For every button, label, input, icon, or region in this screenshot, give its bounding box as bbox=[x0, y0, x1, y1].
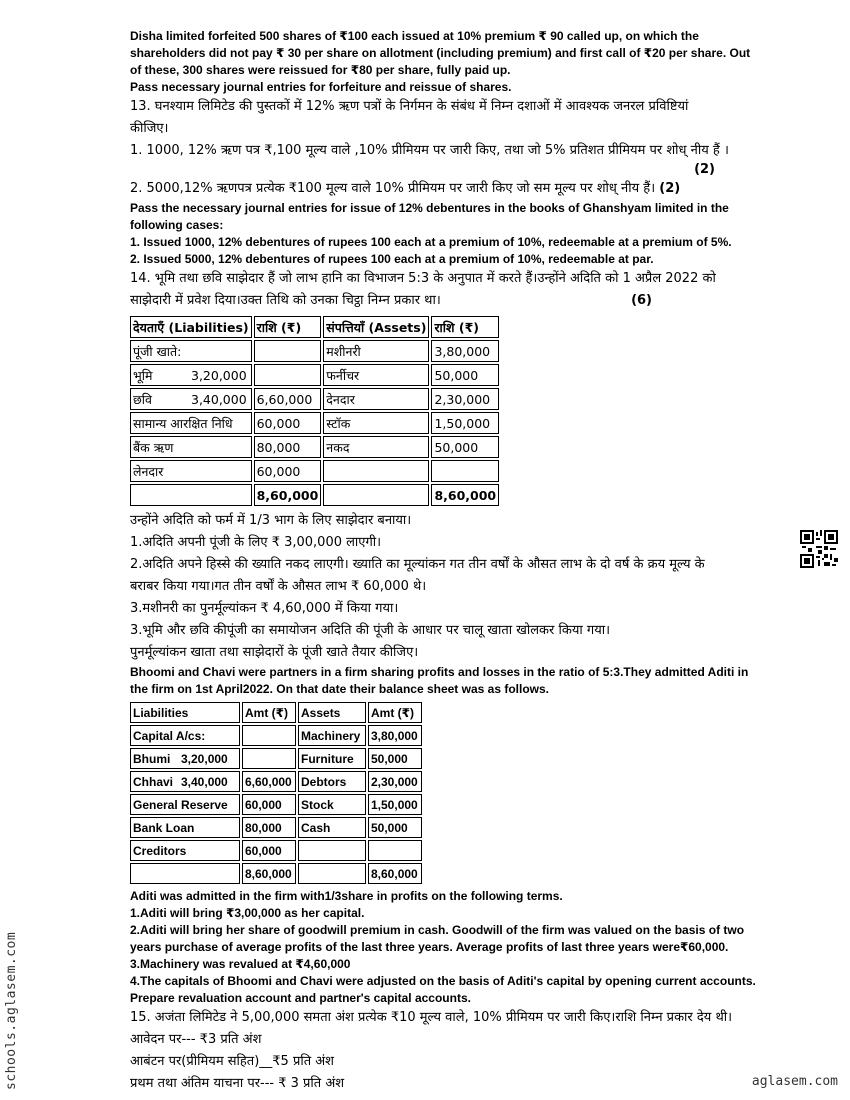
liability-cell bbox=[130, 863, 240, 884]
amount-cell: 1,50,000 bbox=[431, 412, 499, 434]
asset-cell: देनदार bbox=[323, 388, 429, 410]
q13-line: 1. 1000, 12% ऋण पत्र ₹,100 मूल्य वाले ,10% प्रीमियम पर जारी किए, तथा जो 5% प्रतिशत प्रीमियम पर शोध् नीय हैं । bbox=[130, 143, 729, 158]
table-row bbox=[130, 771, 422, 792]
q13-en-line: Pass the necessary journal entries for issue of 12% debentures in the books of Ghanshyam limited in the bbox=[130, 201, 729, 215]
q14-term: 3.मशीनरी का पुनर्मूल्यांकन ₹ 4,60,000 में किया गया। bbox=[130, 601, 399, 616]
cell-text: सामान्य आरक्षित निधि bbox=[133, 415, 233, 431]
liability-cell bbox=[130, 388, 252, 410]
total-cell: 8,60,000 bbox=[254, 484, 322, 506]
asset-cell: Cash bbox=[298, 817, 366, 838]
liability-cell bbox=[130, 771, 240, 792]
total-cell: 8,60,000 bbox=[242, 863, 296, 884]
asset-cell: नकद bbox=[323, 436, 429, 458]
q14-term: बराबर किया गया।गत तीन वर्षों के औसत लाभ ₹ 60,000 थे। bbox=[130, 579, 427, 594]
liability-cell bbox=[130, 794, 240, 815]
table-row bbox=[130, 748, 422, 769]
liability-cell bbox=[130, 484, 252, 506]
q13-mark: (2) bbox=[694, 162, 715, 177]
table-total-row bbox=[130, 484, 499, 506]
q12-line: shareholders did not pay ₹ 30 per share on allotment (including premium) and first call of ₹20 per share. Out bbox=[130, 46, 751, 60]
q14-line bbox=[130, 290, 780, 312]
table-row bbox=[130, 460, 499, 482]
q14-hindi-intro bbox=[130, 268, 780, 312]
q14-en-term: Prepare revaluation account and partner's capital accounts. bbox=[130, 991, 471, 1005]
cell-text: बैंक ऋण bbox=[133, 439, 174, 455]
cell-text: लेनदार bbox=[133, 463, 164, 479]
table-row bbox=[130, 412, 499, 434]
q13-line-text: 2. 5000,12% ऋणपत्र प्रत्येक ₹100 मूल्य वाले 10% प्रीमियम पर जारी किए जो सम मूल्य पर शोध् नीय हैं। bbox=[130, 181, 656, 196]
table-row bbox=[130, 340, 499, 362]
asset-cell: फर्नीचर bbox=[323, 364, 429, 386]
header-cell: देयताएँ (Liabilities) bbox=[130, 316, 252, 338]
asset-cell: Furniture bbox=[298, 748, 366, 769]
q14-en-term: 1.Aditi will bring ₹3,00,000 as her capital. bbox=[130, 906, 365, 920]
cell-text: Creditors bbox=[133, 843, 187, 858]
q15-line: आवेदन पर--- ₹3 प्रति अंश bbox=[130, 1032, 262, 1047]
total-cell: 8,60,000 bbox=[368, 863, 422, 884]
q14-term: 1.अदिति अपनी पूंजी के लिए ₹ 3,00,000 लाएगी। bbox=[130, 535, 382, 550]
qr-code-icon bbox=[800, 530, 838, 568]
asset-cell: Machinery bbox=[298, 725, 366, 746]
cell-text: 3,40,000 bbox=[181, 774, 228, 789]
q12-line: of these, 300 shares were reissued for ₹80 per share, fully paid up. bbox=[130, 63, 511, 77]
q14-en-term: years purchase of average profits of the last three years. Average profits of last three years were₹60,000. bbox=[130, 940, 729, 954]
amount-cell bbox=[254, 364, 322, 386]
amount-cell bbox=[431, 460, 499, 482]
q14-en-term: 2.Aditi will bring her share of goodwill premium in cash. Goodwill of the firm was valued on the basis of two bbox=[130, 923, 745, 937]
header-cell: Amt (₹) bbox=[242, 702, 296, 723]
amount-cell: 60,000 bbox=[254, 412, 322, 434]
q14-term: 3.भूमि और छवि कीपूंजी का समायोजन अदिति की पूंजी के आधार पर चालू खाता खोलकर किया गया। bbox=[130, 623, 611, 638]
q13-hindi bbox=[130, 96, 780, 200]
amount-cell: 2,30,000 bbox=[368, 771, 422, 792]
bottom-watermark: aglasem.com bbox=[751, 1074, 838, 1089]
table-row bbox=[130, 388, 499, 410]
total-cell: 8,60,000 bbox=[431, 484, 499, 506]
q14-en-line: Bhoomi and Chavi were partners in a firm sharing profits and losses in the ratio of 5:3.They admitted Aditi in bbox=[130, 665, 749, 679]
amount-cell bbox=[368, 840, 422, 861]
q14-marks: (6) bbox=[631, 293, 652, 308]
amount-cell: 50,000 bbox=[368, 817, 422, 838]
amount-cell: 50,000 bbox=[431, 436, 499, 458]
q13-english bbox=[130, 200, 780, 268]
cell-text: भूमि bbox=[133, 367, 153, 383]
amount-cell: 6,60,000 bbox=[254, 388, 322, 410]
amount-cell: 3,80,000 bbox=[431, 340, 499, 362]
q14-term: उन्होंने अदिति को फर्म में 1/3 भाग के लिए साझेदार बनाया। bbox=[130, 513, 412, 528]
q14-en-term: Aditi was admitted in the firm with1/3share in profits on the following terms. bbox=[130, 889, 563, 903]
liability-cell bbox=[130, 460, 252, 482]
q12-line: Pass necessary journal entries for forfeiture and reissue of shares. bbox=[130, 80, 512, 94]
table-row bbox=[130, 817, 422, 838]
amount-cell bbox=[254, 340, 322, 362]
liability-cell bbox=[130, 748, 240, 769]
table-header-row bbox=[130, 316, 499, 338]
cell-text: छवि bbox=[133, 391, 152, 407]
header-cell: Liabilities bbox=[130, 702, 240, 723]
header-cell: Amt (₹) bbox=[368, 702, 422, 723]
table-row bbox=[130, 364, 499, 386]
q14-english-intro bbox=[130, 664, 780, 698]
cell-text: Bhumi bbox=[133, 751, 171, 766]
q13-mark: (2) bbox=[659, 181, 681, 196]
q14-hindi-terms bbox=[130, 510, 780, 664]
table-row bbox=[130, 725, 422, 746]
q15-line: प्रथम तथा अंतिम याचना पर--- ₹ 3 प्रति अंश bbox=[130, 1076, 345, 1091]
table-row bbox=[130, 840, 422, 861]
q15-hindi bbox=[130, 1007, 780, 1095]
q14-english-terms bbox=[130, 888, 780, 1007]
table-total-row bbox=[130, 863, 422, 884]
liability-cell bbox=[130, 364, 252, 386]
asset-cell: स्टॉक bbox=[323, 412, 429, 434]
header-cell: Assets bbox=[298, 702, 366, 723]
amount-cell bbox=[242, 748, 296, 769]
liability-cell bbox=[130, 340, 252, 362]
asset-cell: मशीनरी bbox=[323, 340, 429, 362]
side-watermark: schools.aglasem.com bbox=[4, 931, 19, 1090]
cell-text: 3,40,000 bbox=[191, 391, 247, 407]
cell-text: Chhavi bbox=[133, 774, 174, 789]
header-cell: संपत्तियाँ (Assets) bbox=[323, 316, 429, 338]
q15-line: 15. अजंता लिमिटेड ने 5,00,000 समता अंश प्रत्येक ₹10 मूल्य वाले, 10% प्रीमियम पर जारी किए।राशि निम्न प्रकार देय थी। bbox=[130, 1010, 733, 1025]
liability-cell bbox=[130, 412, 252, 434]
q14-en-line: the firm on 1st April2022. On that date their balance sheet was as follows. bbox=[130, 682, 550, 696]
liability-cell bbox=[130, 436, 252, 458]
q13-en-line: 1. Issued 1000, 12% debentures of rupees 100 each at a premium of 10%, redeemable at a premium of 5%. bbox=[130, 235, 732, 249]
table-header-row bbox=[130, 702, 422, 723]
amount-cell: 60,000 bbox=[242, 840, 296, 861]
cell-text: 3,20,000 bbox=[181, 751, 228, 766]
q13-en-line: 2. Issued 5000, 12% debentures of rupees 100 each at a premium of 10%, redeemable at par. bbox=[130, 252, 654, 266]
cell-text: Capital A/cs: bbox=[133, 728, 206, 743]
q13-line bbox=[130, 178, 780, 200]
q14-line-text: साझेदारी में प्रवेश दिया।उक्त तिथि को उनका चिट्ठा निम्न प्रकार था। bbox=[130, 293, 441, 308]
cell-text: पूंजी खाते: bbox=[133, 343, 182, 359]
amount-cell: 50,000 bbox=[431, 364, 499, 386]
cell-text: 3,20,000 bbox=[191, 367, 247, 383]
amount-cell: 50,000 bbox=[368, 748, 422, 769]
q14-en-term: 3.Machinery was revalued at ₹4,60,000 bbox=[130, 957, 351, 971]
document-body bbox=[130, 28, 780, 1095]
asset-cell bbox=[323, 460, 429, 482]
amount-cell: 2,30,000 bbox=[431, 388, 499, 410]
q12-line: Disha limited forfeited 500 shares of ₹100 each issued at 10% premium ₹ 90 called up, on which the bbox=[130, 29, 699, 43]
amount-cell: 60,000 bbox=[254, 460, 322, 482]
amount-cell: 60,000 bbox=[242, 794, 296, 815]
q14-line: 14. भूमि तथा छवि साझेदार हैं जो लाभ हानि का विभाजन 5:3 के अनुपात में करते हैं।उन्होंने अदिति को 1 अप्रैल 2022 को bbox=[130, 271, 716, 286]
q14-en-term: 4.The capitals of Bhoomi and Chavi were adjusted on the basis of Aditi's capital by opening current accounts. bbox=[130, 974, 756, 988]
asset-cell: Stock bbox=[298, 794, 366, 815]
q13-en-line: following cases: bbox=[130, 218, 224, 232]
q14-term: पुनर्मूल्यांकन खाता तथा साझेदारों के पूंजी खाते तैयार कीजिए। bbox=[130, 645, 419, 660]
q12-english bbox=[130, 28, 780, 96]
asset-cell bbox=[298, 840, 366, 861]
cell-text: General Reserve bbox=[133, 797, 228, 812]
english-balance-sheet bbox=[128, 700, 424, 886]
hindi-balance-sheet bbox=[128, 314, 501, 508]
liability-cell bbox=[130, 840, 240, 861]
asset-cell: Debtors bbox=[298, 771, 366, 792]
amount-cell: 6,60,000 bbox=[242, 771, 296, 792]
amount-cell: 1,50,000 bbox=[368, 794, 422, 815]
cell-text: Bank Loan bbox=[133, 820, 195, 835]
amount-cell: 80,000 bbox=[254, 436, 322, 458]
q13-line: कीजिए। bbox=[130, 121, 169, 136]
amount-cell: 80,000 bbox=[242, 817, 296, 838]
q13-line: 13. घनश्याम लिमिटेड की पुस्तकों में 12% ऋण पत्रों के निर्गमन के संबंध में निम्न दशाओं में आवश्यक जनरल प्रविष्टियां bbox=[130, 99, 689, 114]
header-cell: राशि (₹) bbox=[431, 316, 499, 338]
header-cell: राशि (₹) bbox=[254, 316, 322, 338]
asset-cell bbox=[298, 863, 366, 884]
amount-cell: 3,80,000 bbox=[368, 725, 422, 746]
liability-cell bbox=[130, 725, 240, 746]
liability-cell bbox=[130, 817, 240, 838]
table-row bbox=[130, 794, 422, 815]
q15-line: आबंटन पर(प्रीमियम सहित)__₹5 प्रति अंश bbox=[130, 1054, 335, 1069]
asset-cell bbox=[323, 484, 429, 506]
q14-term: 2.अदिति अपने हिस्से की ख्याति नकद लाएगी। ख्याति का मूल्यांकन गत तीन वर्षों के औसत लाभ के दो वर्ष के क्रय मूल्य के bbox=[130, 557, 705, 572]
table-row bbox=[130, 436, 499, 458]
amount-cell bbox=[242, 725, 296, 746]
